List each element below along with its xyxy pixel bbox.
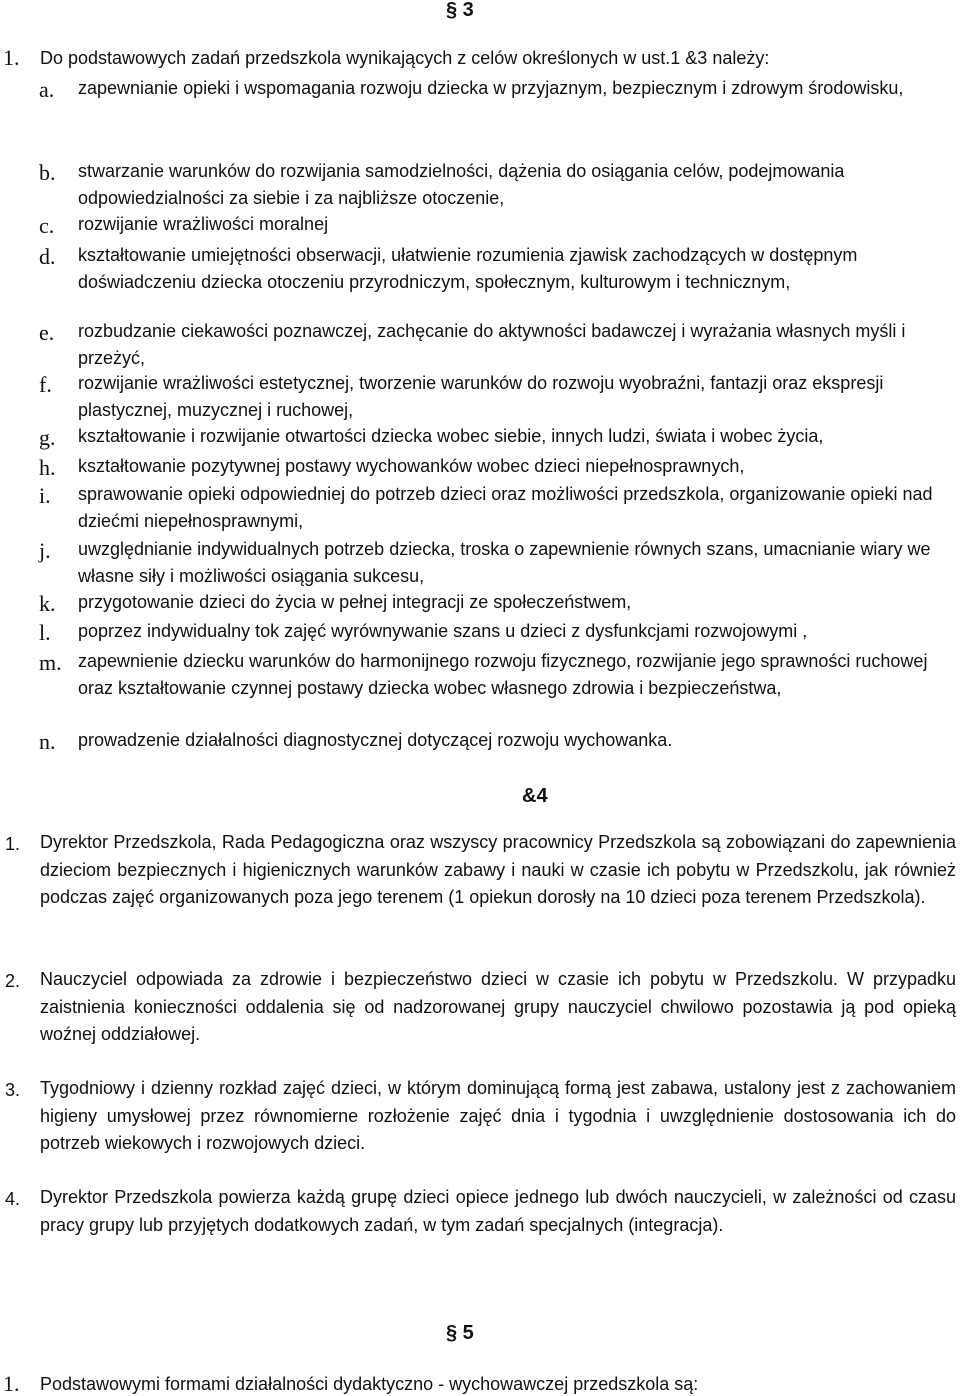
section-4-paragraph-4-text: Dyrektor Przedszkola powierza każdą grupę dzieci opiece jednego lub dwóch nauczycieli, w zależności od czasu pracy grupy lub przyjętych dodatkowych zadań, w tym zadań specjalnych (integracja). <box>40 1187 956 1235</box>
section-3-item-1-number: 1. <box>3 45 20 70</box>
section-5-item-1-text: Podstawowymi formami działalności dydaktyczno - wychowawczej przedszkola są: <box>40 1374 699 1394</box>
task-g-text: kształtowanie i rozwijanie otwartości dziecka wobec siebie, innych ludzi, świata i wobec życia, <box>78 426 824 446</box>
section-3-heading: § 3 <box>446 0 474 21</box>
task-c-text: rozwijanie wrażliwości moralnej <box>78 214 329 234</box>
section-4-paragraph-2-number: 2. <box>5 971 21 991</box>
task-e-text: rozbudzanie ciekawości poznawczej, zachęcanie do aktywności badawczej i wyrażania własnych myśli i przeżyć, <box>78 321 906 368</box>
task-g-letter: g. <box>39 425 56 450</box>
task-i-text: sprawowanie opieki odpowiedniej do potrzeb dzieci oraz możliwości przedszkola, organizowanie opieki nad dziećmi niepełnosprawnymi, <box>78 484 933 531</box>
task-f-text: rozwijanie wrażliwości estetycznej, tworzenie warunków do rozwoju wyobraźni, fantazji oraz ekspresji plastycznej, muzycznej i ruchowej, <box>78 373 884 420</box>
section-4-heading: &4 <box>522 785 548 807</box>
section-4-paragraph-2-text: Nauczyciel odpowiada za zdrowie i bezpieczeństwo dzieci w czasie ich pobytu w Przedszkolu. W przypadku zaistnienia konieczności oddalenia się od nadzorowanej grupy nauczyciel chwilowo pozostawia ją pod opieką woźnej oddziałowej. <box>40 969 956 1044</box>
section-4-paragraph-1-number: 1. <box>5 834 21 854</box>
task-k-text: przygotowanie dzieci do życia w pełnej integracji ze społeczeństwem, <box>78 592 632 612</box>
task-b-text: stwarzanie warunków do rozwijania samodzielności, dążenia do osiągania celów, podejmowania odpowiedzialności za siebie i za najbliższe otoczenie, <box>78 161 845 208</box>
task-h-text: kształtowanie pozytywnej postawy wychowanków wobec dzieci niepełnosprawnych, <box>78 456 745 476</box>
task-j-text: uwzględnianie indywidualnych potrzeb dziecka, troska o zapewnienie równych szans, umacnianie wiary we własne siły i możliwości osiągania sukcesu, <box>78 539 931 586</box>
task-m-letter: m. <box>39 650 62 675</box>
section-5-heading: § 5 <box>446 1322 474 1344</box>
section-3-item-1-intro: Do podstawowych zadań przedszkola wynikających z celów określonych w ust.1 &3 należy: <box>40 48 770 68</box>
section-5-item-1-number: 1. <box>3 1371 20 1396</box>
task-f-letter: f. <box>39 372 52 397</box>
task-d-letter: d. <box>39 244 56 269</box>
task-k-letter: k. <box>39 591 56 616</box>
task-n-letter: n. <box>39 729 56 754</box>
task-c-letter: c. <box>39 213 55 238</box>
task-m-text: zapewnienie dziecku warunków do harmonijnego rozwoju fizycznego, rozwijanie jego sprawności ruchowej oraz kształtowanie czynnej postawy dziecka wobec własnego zdrowia i bezpieczeństwa, <box>78 651 928 698</box>
section-4-paragraph-3-text: Tygodniowy i dzienny rozkład zajęć dzieci, w którym dominującą formą jest zabawa, ustalony jest z zachowaniem higieny umysłowej przez równomierne rozłożenie zajęć dnia i tygodnia i uwzględnienie dostosowania ich do potrzeb wiekowych i rozwojowych dzieci. <box>40 1078 956 1153</box>
task-d-text: kształtowanie umiejętności obserwacji, ułatwienie rozumienia zjawisk zachodzących w dostępnym doświadczeniu dziecka otoczeniu przyrodniczym, społecznym, kulturowym i technicznym, <box>78 245 858 292</box>
task-a-letter: a. <box>39 77 55 102</box>
task-h-letter: h. <box>39 455 56 480</box>
task-i-letter: i. <box>39 483 51 508</box>
task-l-text: poprzez indywidualny tok zajęć wyrównywanie szans u dzieci z dysfunkcjami rozwojowymi , <box>78 621 808 641</box>
section-4-paragraph-4-number: 4. <box>5 1189 21 1209</box>
task-b-letter: b. <box>39 160 56 185</box>
section-4-paragraph-3-number: 3. <box>5 1080 21 1100</box>
section-4-paragraph-1-text: Dyrektor Przedszkola, Rada Pedagogiczna oraz wszyscy pracownicy Przedszkola są zobowiązani do zapewnienia dzieciom bezpiecznych i higienicznych warunków zabawy i nauki w czasie ich pobytu w Przedszkolu, jak również podczas zajęć organizowanych poza jego terenem (1 opiekun dorosły na 10 dzieci poza terenem Przedszkola). <box>40 832 956 907</box>
task-l-letter: l. <box>39 620 51 645</box>
task-j-letter: j. <box>39 538 51 563</box>
task-a-text: zapewnianie opieki i wspomagania rozwoju dziecka w przyjaznym, bezpiecznym i zdrowym środowisku, <box>78 78 904 98</box>
task-e-letter: e. <box>39 320 55 345</box>
task-n-text: prowadzenie działalności diagnostycznej dotyczącej rozwoju wychowanka. <box>78 730 673 750</box>
